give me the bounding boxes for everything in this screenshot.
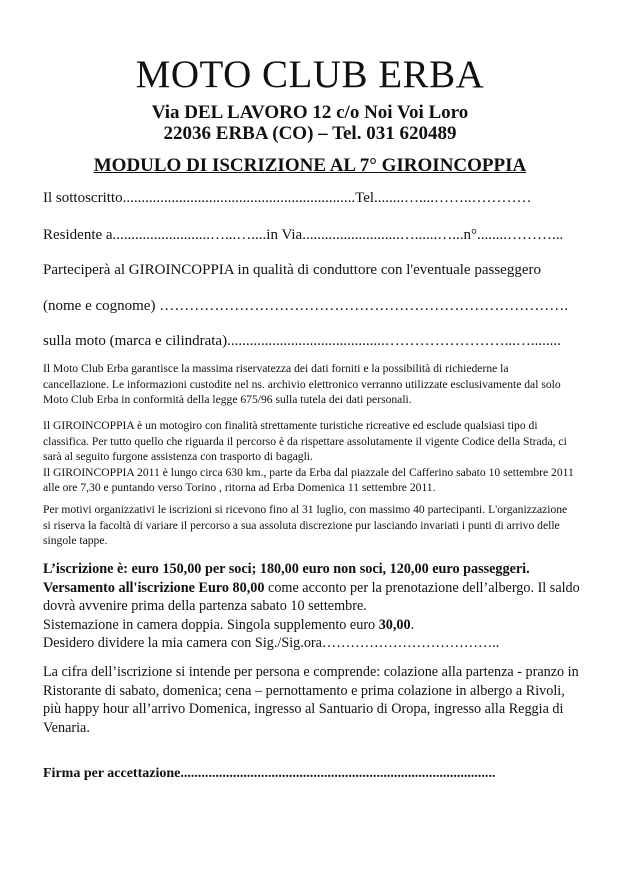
form-title: MODULO DI ISCRIZIONE AL 7° GIROINCOPPIA xyxy=(93,155,527,176)
versamento-amount: Versamento all'iscrizione Euro 80,00 xyxy=(43,579,265,596)
field-nome-cognome: (nome e cognome) ………………………………………………………………………. xyxy=(43,298,568,314)
organization-paragraph: Per motivi organizzativi le iscrizioni si ricevono fino al 31 luglio, con massimo 40 partecipanti. L'organizzazione si riserva la facoltà di variare il percorso a sua assoluta discrezione pur lasciando invariati i punti di arrivo delle singole tappe. xyxy=(43,503,568,547)
signature-line: Firma per accettazione.......................................................................................... xyxy=(43,766,496,781)
field-residente: Residente a..........................…...…....in Via..........................…......…...n°........………... xyxy=(43,227,564,243)
versamento-text xyxy=(43,579,583,616)
info-paragraph xyxy=(43,418,575,496)
privacy-paragraph: Il Moto Club Erba garantisce la massima riservatezza dei dati forniti e la possibilità di richiederne la cancellazione. Le informazioni custodite nel ns. archivio elettronico verranno utilizzate esclusivamente dal solo Moto Club Erba in conformità della legge 675/96 sulla tutela dei dati personali. xyxy=(43,362,561,406)
club-title: MOTO CLUB ERBA xyxy=(135,53,485,96)
info-line-2: Il GIROINCOPPIA 2011 è lungo circa 630 km., parte da Erba dal piazzale del Cafferino sabato 10 settembre 2011 alle ore 7,30 e puntando verso Torino , ritorna ad Erba Domenica 11 settembre 2011. xyxy=(43,465,574,494)
includes-paragraph: La cifra dell’iscrizione si intende per persona e comprende: colazione alla partenza - pranzo in Ristorante di sabato, domenica; cena – pernottamento e prima colazione in albergo a Rivoli, più happy hour all’arrivo Domenica, ingresso al Santuario di Oropa, ingresso alla Reggia di Venaria. xyxy=(43,664,579,736)
fees-section xyxy=(43,560,583,653)
supplemento-amount: 30,00 xyxy=(378,616,411,633)
versamento-details: come acconto per la prenotazione dell’albergo. Il saldo dovrà avvenire prima della partenza sabato 10 settembre. xyxy=(43,579,580,614)
address-line-1: Via DEL LAVORO 12 c/o Noi Voi Loro xyxy=(151,102,469,123)
sistemazione-text xyxy=(43,616,583,635)
sistemazione-label: Sistemazione in camera doppia. Singola supplemento euro xyxy=(43,616,379,633)
iscrizione-price: L’iscrizione è: euro 150,00 per soci; 180,00 euro non soci, 120,00 euro passeggeri. xyxy=(43,561,530,577)
address-line-2: 22036 ERBA (CO) – Tel. 031 620489 xyxy=(163,123,457,144)
dividere-camera-line: Desidero dividere la mia camera con Sig./Sig.ora……………………………….. xyxy=(43,635,500,651)
field-moto: sulla moto (marca e cilindrata)..........................................……………………...…........ xyxy=(43,333,561,349)
partecipera-line: Parteciperà al GIROINCOPPIA in qualità di conduttore con l'eventuale passeggero xyxy=(43,262,541,278)
info-line-1: Il GIROINCOPPIA è un motogiro con finalità strettamente turistiche ricreative ed esclude qualsiasi tipo di classifica. Per tutto quello che riguarda il percorso è da rispettare assolutamente il vigente Codice della Strada, ci sarà al seguito furgone assistenza con trasporto di bagagli. xyxy=(43,419,567,463)
field-sottoscritto: Il sottoscritto..............................................................Tel........…....……..………… xyxy=(43,190,532,206)
sistemazione-end: . xyxy=(410,616,415,633)
